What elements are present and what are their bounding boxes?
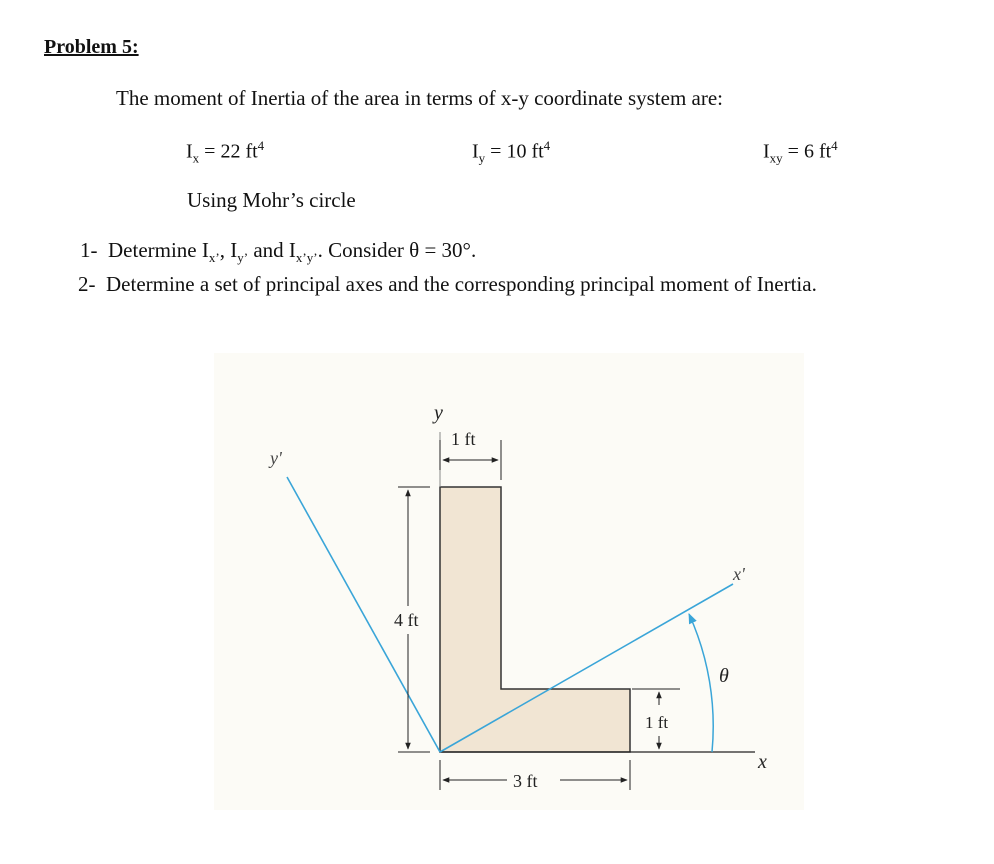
question-2: 2- Determine a set of principal axes and the corresponding principal moment of Inertia. [78,272,817,296]
label-dim-right: 1 ft [645,713,669,732]
method-text: Using Mohr’s circle [187,188,356,212]
question-1: 1- Determine $I_{x’}$, $I_{y’}$ and $I_{x’y’}$. Consider θ = 30°. [80,238,477,266]
label-y-axis: y [434,402,443,424]
label-dim-left: 4 ft [394,610,419,630]
label-x-axis: x [758,751,767,773]
moment-ixy: $I_{xy} = 6$ $ft^4$ [763,138,838,166]
theta-arc [689,614,713,752]
label-y-prime: y' [270,448,282,468]
moment-iy: $I_y = 10$ $ft^4$ [472,138,551,166]
moment-ix: $I_x = 22$ $ft^4$ [186,138,265,166]
label-x-prime: x' [733,564,745,584]
l-shaped-area [440,487,630,752]
problem-title: Problem 5: [44,36,139,58]
label-dim-bottom: 3 ft [513,771,538,791]
intro-text: The moment of Inertia of the area in terms of x-y coordinate system are: [116,86,724,110]
theta-symbol: θ [409,238,420,262]
label-dim-top: 1 ft [451,429,476,449]
label-theta: θ [719,665,729,687]
